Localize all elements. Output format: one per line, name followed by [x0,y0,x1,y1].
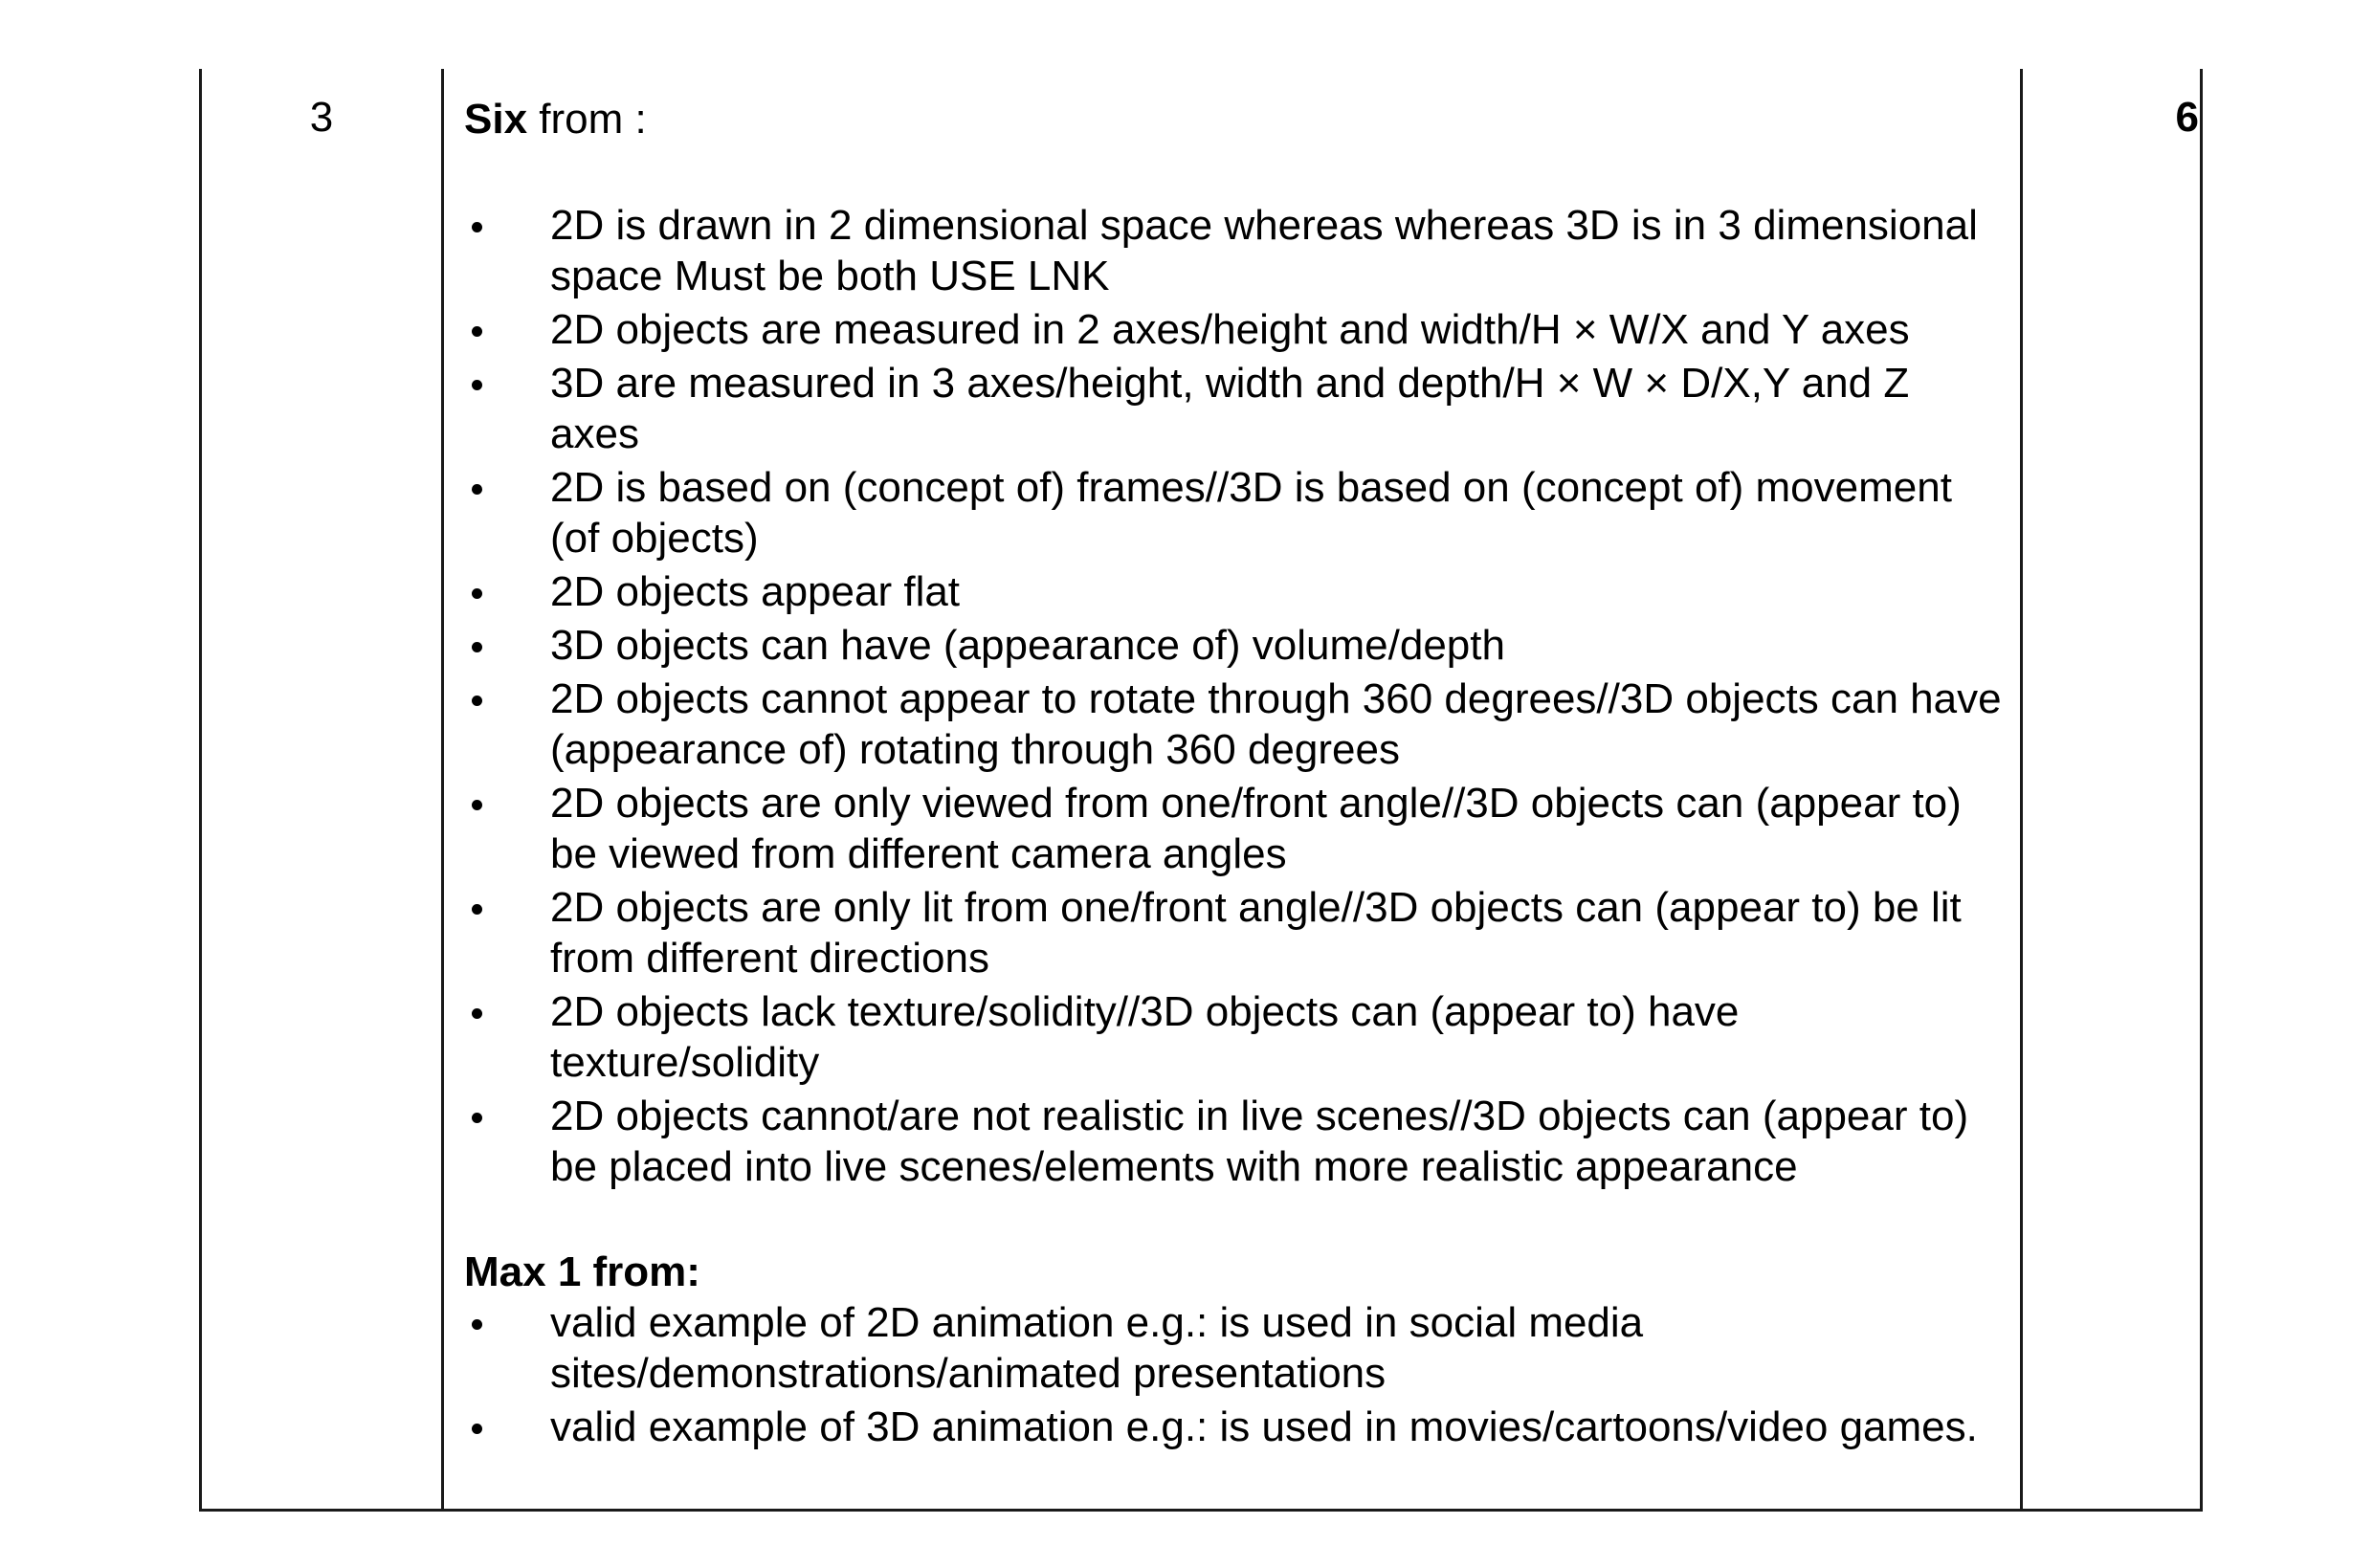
list-item: 2D is based on (concept of) frames//3D is based on (concept of) movement (of objects) [464,462,2005,563]
list-item: 2D is drawn in 2 dimensional space whereas whereas 3D is in 3 dimensional space Must be both USE LNK [464,200,2005,301]
list-item: 2D objects appear flat [464,566,2005,617]
list-item: 2D objects lack texture/solidity//3D objects can (appear to) have texture/solidity [464,986,2005,1088]
bullet-icon [472,642,482,652]
marks-value: 6 [2175,94,2199,141]
bullet-icon [472,904,482,915]
list-item: 3D are measured in 3 axes/height, width and depth/H × W × D/X,Y and Z axes [464,358,2005,459]
list-item: valid example of 3D animation e.g.: is used in movies/cartoons/video games. [464,1402,2005,1452]
bullet-icon [472,1319,482,1330]
bullet-icon [472,696,482,706]
column-divider [441,69,444,1509]
list-item: 2D objects are only viewed from one/front angle//3D objects can (appear to) be viewed from different camera angles [464,778,2005,879]
bullet-icon [472,380,482,390]
bullet-icon [472,1008,482,1019]
answer-intro-rest: from : [527,96,647,143]
list-item: 2D objects are measured in 2 axes/height and width/H × W/X and Y axes [464,304,2005,355]
list-item: 2D objects cannot appear to rotate through 360 degrees//3D objects can have (appearance of) rotating through 360 degrees [464,674,2005,775]
examples-list [464,1297,2005,1452]
bullet-icon [472,1113,482,1123]
answer-cell [464,94,2005,1455]
column-divider [2020,69,2023,1509]
bullet-icon [472,800,482,810]
question-number: 3 [309,94,334,141]
list-item: 2D objects cannot/are not realistic in live scenes//3D objects can (appear to) be placed into live scenes/elements with more realistic appearance [464,1091,2005,1192]
list-item: 2D objects are only lit from one/front angle//3D objects can (appear to) be lit from different directions [464,882,2005,983]
answer-intro [464,94,2005,144]
bullet-icon [472,1424,482,1434]
answer-intro-bold: Six [464,96,528,143]
answer-points-list [464,200,2005,1192]
bullet-icon [472,484,482,495]
bullet-icon [472,326,482,337]
bullet-icon [472,222,482,232]
list-item: valid example of 2D animation e.g.: is used in social media sites/demonstrations/animated presentations [464,1297,2005,1399]
list-item: 3D objects can have (appearance of) volume/depth [464,620,2005,671]
mark-scheme-table [199,69,2203,1512]
bullet-icon [472,588,482,599]
max-heading: Max 1 from: [464,1248,700,1295]
